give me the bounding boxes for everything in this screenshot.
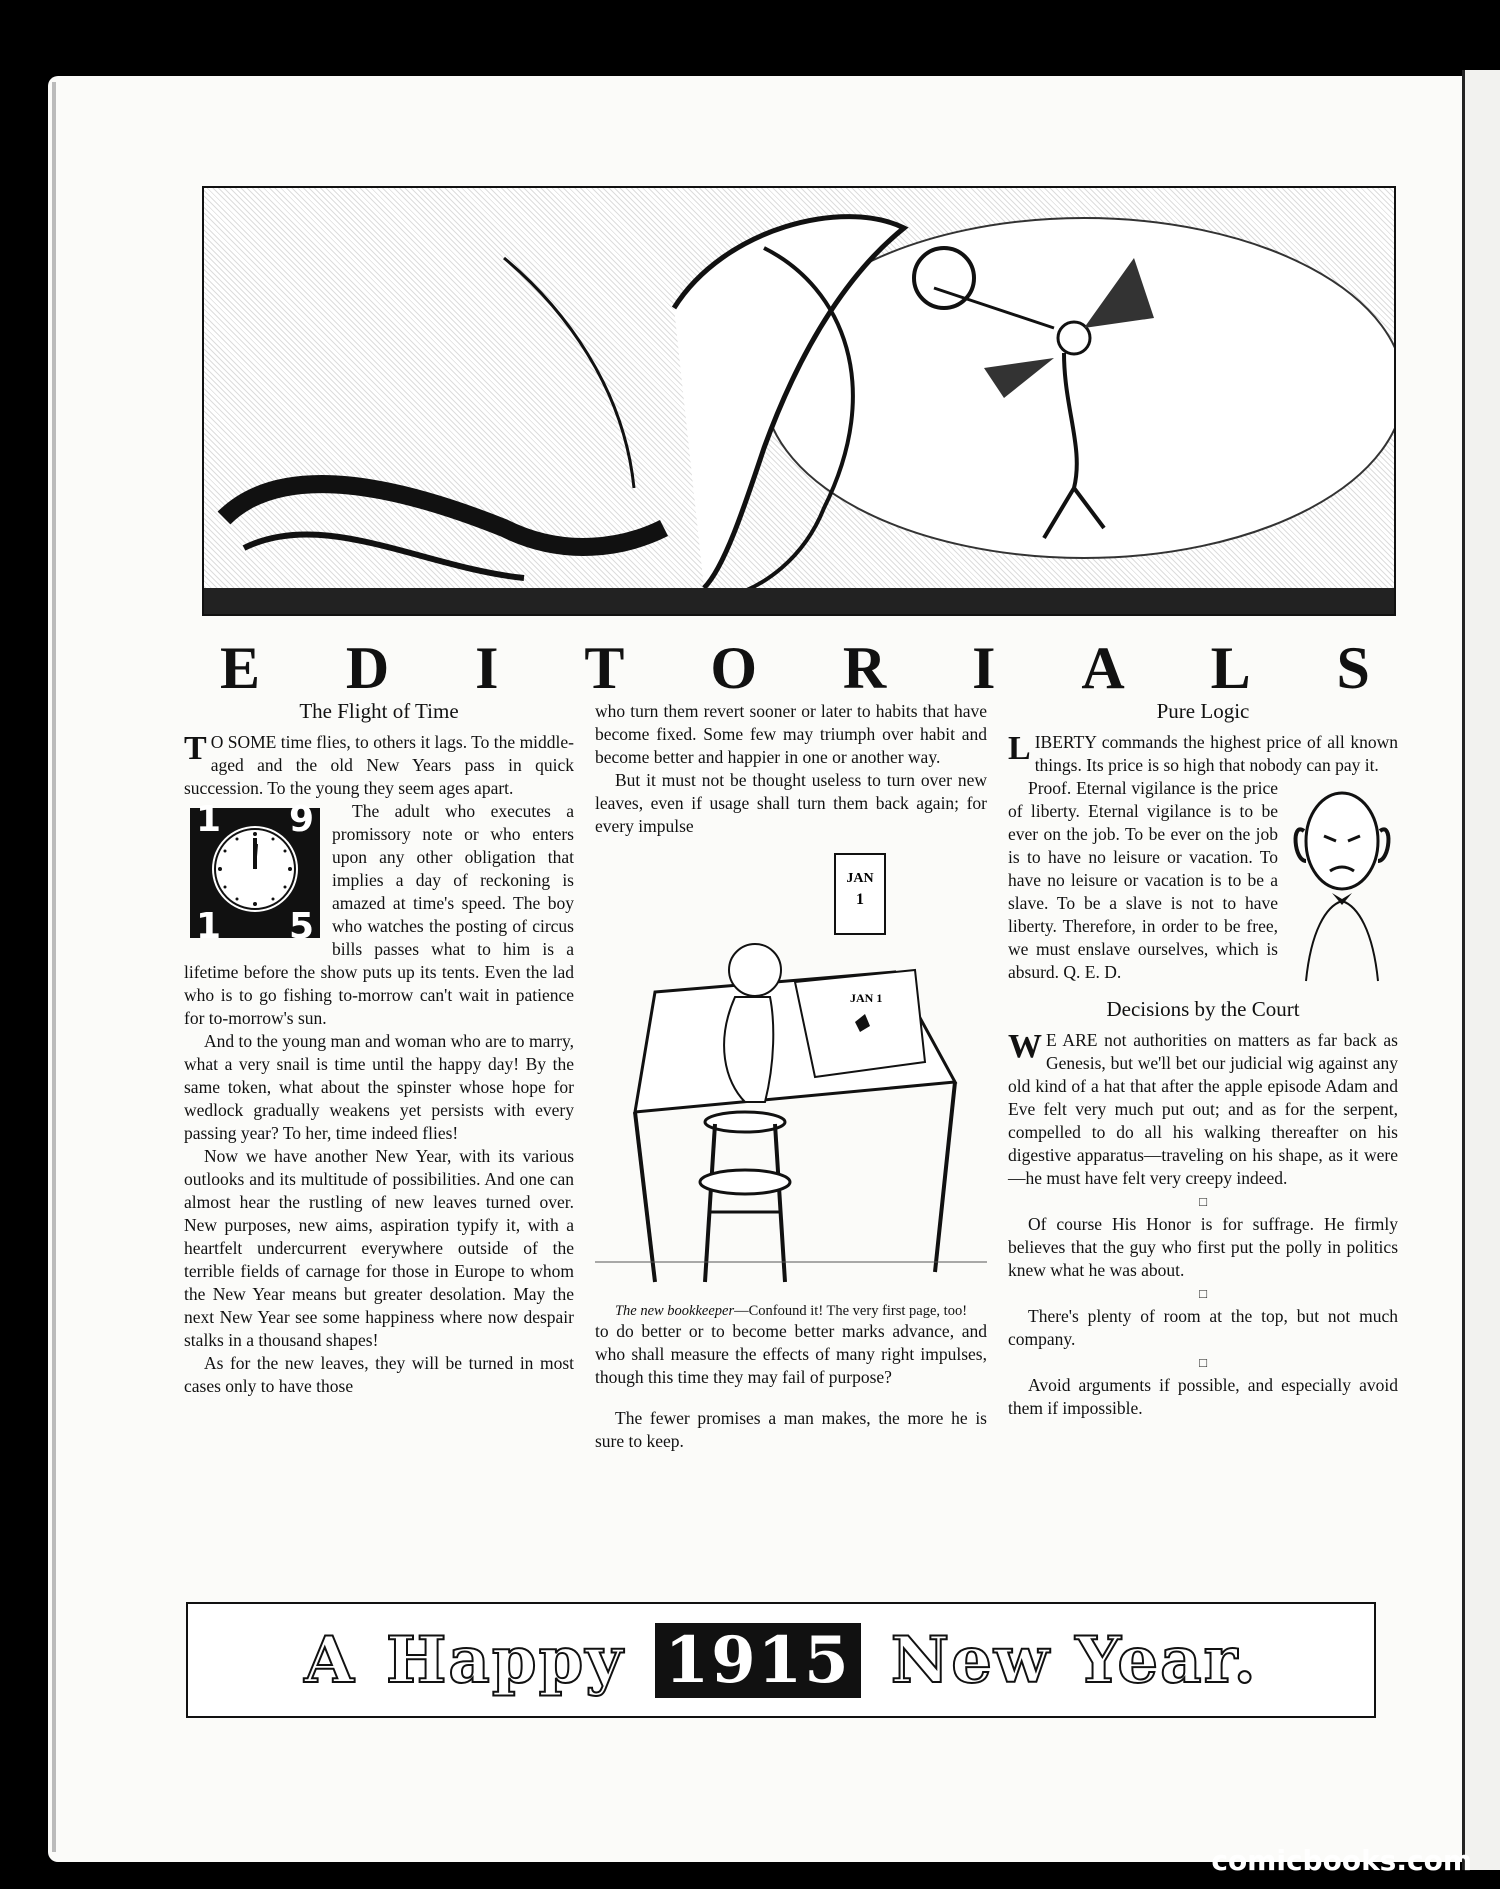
caption-title: The new bookkeeper	[614, 1303, 735, 1319]
section-separator: □	[1199, 1286, 1207, 1301]
paragraph: Proof. Eternal vigilance is the price of liberty. Eternal vigilance is to be ever on the job. To be ever on the job is to have no leisure or vacation. To have no leisure or vacation is to be a slave. To be a slave is not to have liberty. Therefore, in order to be free, we must enslave ourselves, which is absurd. Q. E. D.	[1008, 778, 1278, 982]
calendar-month: JAN	[846, 871, 874, 886]
clock-1915-icon	[190, 799, 320, 947]
editorials-masthead	[220, 634, 1370, 703]
masthead-letter: S	[1336, 635, 1370, 701]
paragraph: As for the new leaves, they will be turned in most cases only to have those	[184, 1353, 574, 1396]
clock-year-digit: 9	[288, 799, 314, 840]
father-time-illustration	[202, 186, 1396, 616]
editorial-heading: Pure Logic	[1156, 699, 1250, 723]
paragraph: And to the young man and woman who are to marry, what a very snail is time until the happy day! By the same token, what about the spinster whose hope for wedlock gradually weakens yet persists with every passing year? To her, time indeed flies!	[184, 1031, 574, 1143]
masthead-letter: D	[345, 635, 390, 701]
happy-new-year-banner	[186, 1602, 1376, 1718]
paragraph: to do better or to become better marks advance, and who shall measure the effects of many right impulses, though this time they may fail of purpose?	[595, 1321, 987, 1387]
banner-word: Happy	[385, 1622, 625, 1698]
ledger-label: JAN 1	[850, 991, 883, 1005]
masthead-letter: E	[220, 635, 261, 701]
drop-cap: T	[184, 730, 207, 767]
drop-cap: L	[1008, 730, 1031, 767]
father-time-and-cupid-drawing	[204, 188, 1394, 614]
masthead-letter: L	[1210, 635, 1251, 701]
masthead-letter: I	[475, 635, 499, 701]
drop-cap: W	[1008, 1028, 1042, 1065]
clock-year-digit: 5	[288, 906, 314, 947]
paragraph: Of course His Honor is for suffrage. He firmly believes that the guy who first put the polly in politics knew what he was about.	[1008, 1214, 1398, 1280]
clock-year-digit: 1	[196, 799, 222, 840]
section-separator: □	[1199, 1194, 1207, 1209]
banner-word: New Year.	[890, 1622, 1258, 1698]
banner-word: A	[304, 1622, 356, 1698]
column-pure-logic	[1008, 700, 1398, 1420]
paragraph-text: E ARE not authorities on matters as far back as Genesis, but we'll bet our judicial wig against any old kind of a hat that after the apple episode Adam and Eve felt very much put out; and as for the serpent, compelled to do all his walking thereafter on his digestive apparatus—traveling on his shape, as it were—he must have felt very creepy indeed.	[1008, 1030, 1398, 1188]
paragraph: But it must not be thought useless to turn over new leaves, even if usage shall turn them back again; for every impulse	[595, 770, 987, 836]
bald-man-portrait-icon	[1286, 781, 1398, 991]
paragraph: who turn them revert sooner or later to habits that have become fixed. Some few may triumph over habit and become better and happier in one or another way.	[595, 701, 987, 767]
paragraph-text: O SOME time flies, to others it lags. To the middle-aged and the old New Years pass in quick succession. To the young they seem ages apart.	[184, 732, 574, 798]
section-separator: □	[1199, 1355, 1207, 1370]
column-new-leaves	[595, 700, 987, 1453]
cartoon-caption	[595, 1302, 987, 1320]
caption-text: —Confound it! The very first page, too!	[734, 1303, 968, 1319]
site-watermark: comicbooks.com	[1211, 1844, 1472, 1877]
paragraph	[1008, 731, 1398, 777]
masthead-letter: R	[842, 635, 887, 701]
editorial-heading: The Flight of Time	[299, 699, 459, 723]
masthead-letter: O	[710, 635, 757, 701]
editorial-heading: Decisions by the Court	[1106, 997, 1300, 1021]
clock-face-icon	[212, 826, 298, 912]
masthead-letter: I	[972, 635, 996, 701]
paragraph: Avoid arguments if possible, and especially avoid them if impossible.	[1008, 1375, 1398, 1418]
banner-year: 1915	[655, 1623, 861, 1698]
bookkeeper-cartoon	[595, 852, 987, 1298]
paragraph: Now we have another New Year, with its various outlooks and its multitude of possibilities. And one can almost hear the rustling of new leaves turned over. New purposes, new aims, aspiration typify it, with a heartfelt undercurrent everywhere outside of the terrible fields of carnage for those in Europe to whom the New Year means but greater desolation. May the next New Year see some happiness where now despair stalks in a thousand shapes!	[184, 1146, 574, 1350]
column-flight-of-time	[184, 700, 574, 1398]
paragraph	[1008, 1029, 1398, 1190]
next-page-edge	[1462, 70, 1500, 1870]
page-binding	[52, 82, 56, 1852]
paragraph	[184, 731, 574, 800]
masthead-letter: T	[584, 635, 625, 701]
paragraph: The adult who executes a promissory note or who enters upon any other obligation that implies a day of reckoning is amazed at time's speed. The boy who watches the posting of circus bills passes what to him is a lifetime before the show puts up its tents. Even the lad who is to go fishing to-morrow can't wait in patience for to-morrow's sun.	[184, 801, 574, 1028]
paragraph: The fewer promises a man makes, the more he is sure to keep.	[595, 1408, 987, 1451]
masthead-letter: A	[1081, 635, 1125, 701]
clock-year-digit: 1	[196, 906, 222, 947]
calendar-day: 1	[856, 891, 864, 908]
paragraph-text: IBERTY commands the highest price of all known things. Its price is so high that nobody can pay it.	[1034, 732, 1398, 775]
paragraph: There's plenty of room at the top, but not much company.	[1008, 1306, 1398, 1349]
